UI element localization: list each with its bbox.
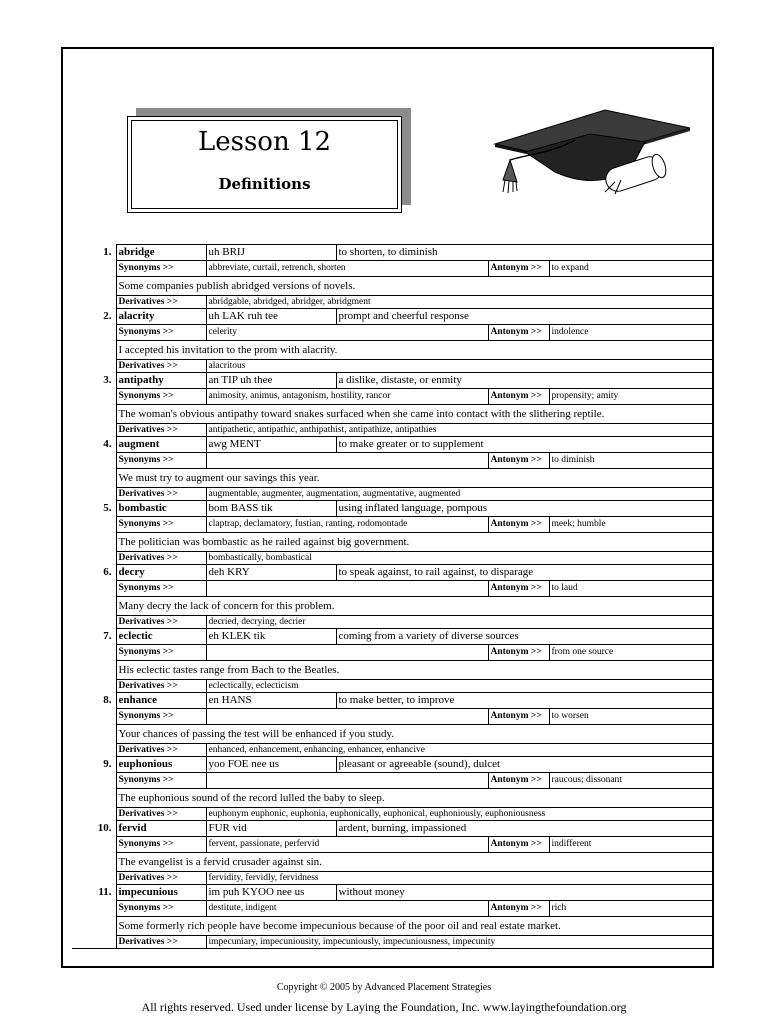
entry-sentence: We must try to augment our savings this year. — [116, 469, 714, 488]
entry-synonyms — [206, 773, 488, 789]
entry-antonym: raucous; dissonant — [549, 773, 714, 789]
entry-synonyms — [206, 645, 488, 661]
entry-word: fervid — [116, 821, 206, 837]
entry-derivatives-row — [72, 424, 714, 437]
entry-number: 1. — [103, 245, 112, 258]
antonym-label: Antonym >> — [488, 325, 549, 341]
entry-derivatives-row — [72, 360, 714, 373]
entry-sentence: The euphonious sound of the record lulled the baby to sleep. — [116, 789, 714, 808]
entry-synonym-row — [72, 645, 714, 661]
derivatives-label: Derivatives >> — [116, 616, 206, 629]
entry-definition: using inflated language, pompous — [336, 501, 714, 517]
entry-synonym-row — [72, 389, 714, 405]
entry-synonyms: claptrap, declamatory, fustian, ranting, rodomontade — [206, 517, 488, 533]
entry-sentence-row — [72, 469, 714, 488]
entry-pronunciation: bom BASS tik — [206, 501, 336, 517]
entry-word: bombastic — [116, 501, 206, 517]
derivatives-label: Derivatives >> — [116, 360, 206, 373]
entry-definition: a dislike, distaste, or enmity — [336, 373, 714, 389]
vocabulary-table — [72, 244, 714, 949]
entry-word-row — [72, 693, 714, 709]
antonym-label: Antonym >> — [488, 453, 549, 469]
entry-definition: prompt and cheerful response — [336, 309, 714, 325]
entry-number: 9. — [103, 757, 112, 770]
entry-sentence: Many decry the lack of concern for this problem. — [116, 597, 714, 616]
entry-definition: to shorten, to diminish — [336, 245, 714, 261]
entry-number: 7. — [103, 629, 112, 642]
entry-definition: to make better, to improve — [336, 693, 714, 709]
entry-word: decry — [116, 565, 206, 581]
entry-synonyms: fervent, passionate, perfervid — [206, 837, 488, 853]
entry-derivatives-row — [72, 744, 714, 757]
antonym-label: Antonym >> — [488, 389, 549, 405]
entry-pronunciation: awg MENT — [206, 437, 336, 453]
lesson-subtitle: Definitions — [218, 175, 311, 193]
antonym-label: Antonym >> — [488, 261, 549, 277]
synonyms-label: Synonyms >> — [116, 517, 206, 533]
entry-number: 10. — [97, 821, 112, 834]
synonyms-label: Synonyms >> — [116, 645, 206, 661]
entry-synonym-row — [72, 581, 714, 597]
entry-antonym: to expand — [549, 261, 714, 277]
entry-pronunciation: eh KLEK tik — [206, 629, 336, 645]
entry-derivatives: alacritous — [206, 360, 714, 373]
entry-derivatives: bombastically, bombastical — [206, 552, 714, 565]
entry-pronunciation: yoo FOE nee us — [206, 757, 336, 773]
entry-synonyms — [206, 453, 488, 469]
entry-synonym-row — [72, 773, 714, 789]
entry-antonym: to diminish — [549, 453, 714, 469]
entry-number: 6. — [103, 565, 112, 578]
entry-word-row — [72, 821, 714, 837]
entry-derivatives-row — [72, 936, 714, 949]
entry-synonym-row — [72, 901, 714, 917]
antonym-label: Antonym >> — [488, 773, 549, 789]
entry-synonym-row — [72, 325, 714, 341]
entry-sentence: The woman's obvious antipathy toward snakes surfaced when she came into contact with the slithering reptile. — [116, 405, 714, 424]
entry-sentence-row — [72, 533, 714, 552]
entry-word: alacrity — [116, 309, 206, 325]
entry-word: eclectic — [116, 629, 206, 645]
entry-synonym-row — [72, 837, 714, 853]
synonyms-label: Synonyms >> — [116, 325, 206, 341]
entry-word: abridge — [116, 245, 206, 261]
antonym-label: Antonym >> — [488, 901, 549, 917]
derivatives-label: Derivatives >> — [116, 744, 206, 757]
derivatives-label: Derivatives >> — [116, 424, 206, 437]
antonym-label: Antonym >> — [488, 645, 549, 661]
entry-sentence: Some formerly rich people have become impecunious because of the poor oil and real estate market. — [116, 917, 714, 936]
lesson-title: Lesson 12 — [197, 127, 332, 157]
entry-pronunciation: im puh KYOO nee us — [206, 885, 336, 901]
entry-sentence: Some companies publish abridged versions of novels. — [116, 277, 714, 296]
synonyms-label: Synonyms >> — [116, 709, 206, 725]
entry-synonyms — [206, 709, 488, 725]
synonyms-label: Synonyms >> — [116, 837, 206, 853]
entry-derivatives: augmentable, augmenter, augmentation, augmentative, augmented — [206, 488, 714, 501]
entry-pronunciation: uh BRIJ — [206, 245, 336, 261]
entry-word-row — [72, 629, 714, 645]
graduation-cap-icon — [455, 100, 700, 200]
entry-sentence-row — [72, 597, 714, 616]
entry-definition: ardent, burning, impassioned — [336, 821, 714, 837]
entry-antonym: indifferent — [549, 837, 714, 853]
entry-sentence-row — [72, 917, 714, 936]
entry-derivatives: fervidity, fervidly, fervidness — [206, 872, 714, 885]
entry-word-row — [72, 757, 714, 773]
entry-definition: without money — [336, 885, 714, 901]
antonym-label: Antonym >> — [488, 837, 549, 853]
entry-derivatives-row — [72, 808, 714, 821]
entry-derivatives: eclectically, eclecticism — [206, 680, 714, 693]
entry-word-row — [72, 309, 714, 325]
entry-derivatives-row — [72, 616, 714, 629]
derivatives-label: Derivatives >> — [116, 488, 206, 501]
entry-synonym-row — [72, 261, 714, 277]
entry-sentence-row — [72, 277, 714, 296]
entry-word-row — [72, 501, 714, 517]
entry-number: 4. — [103, 437, 112, 450]
derivatives-label: Derivatives >> — [116, 808, 206, 821]
title-box — [127, 116, 402, 213]
entry-sentence: The evangelist is a fervid crusader against sin. — [116, 853, 714, 872]
entry-derivatives: decried, decrying, decrier — [206, 616, 714, 629]
copyright-line: Copyright © 2005 by Advanced Placement Strategies — [276, 982, 492, 993]
synonyms-label: Synonyms >> — [116, 901, 206, 917]
entry-derivatives-row — [72, 488, 714, 501]
entry-antonym: to laud — [549, 581, 714, 597]
entry-antonym: propensity; amity — [549, 389, 714, 405]
entry-number: 8. — [103, 693, 112, 706]
derivatives-label: Derivatives >> — [116, 872, 206, 885]
entry-word: euphonious — [116, 757, 206, 773]
entry-synonyms — [206, 581, 488, 597]
entry-sentence: The politician was bombastic as he railed against big government. — [116, 533, 714, 552]
entry-sentence-row — [72, 341, 714, 360]
entry-synonym-row — [72, 709, 714, 725]
entry-number: 3. — [103, 373, 112, 386]
entry-pronunciation: en HANS — [206, 693, 336, 709]
antonym-label: Antonym >> — [488, 581, 549, 597]
entry-antonym: indolence — [549, 325, 714, 341]
entry-antonym: meek; humble — [549, 517, 714, 533]
entry-derivatives-row — [72, 296, 714, 309]
derivatives-label: Derivatives >> — [116, 296, 206, 309]
entry-derivatives: antipathetic, antipathic, anthipathist, antipathize, antipathies — [206, 424, 714, 437]
entry-sentence: His eclectic tastes range from Bach to the Beatles. — [116, 661, 714, 680]
derivatives-label: Derivatives >> — [116, 936, 206, 949]
entry-definition: pleasant or agreeable (sound), dulcet — [336, 757, 714, 773]
entry-word-row — [72, 565, 714, 581]
entry-definition: coming from a variety of diverse sources — [336, 629, 714, 645]
entry-sentence-row — [72, 853, 714, 872]
entry-word-row — [72, 437, 714, 453]
entry-word-row — [72, 885, 714, 901]
entry-derivatives: euphonym euphonic, euphonia, euphonically, euphonical, euphoniously, euphoniousness — [206, 808, 714, 821]
entry-synonyms: destitute, indigent — [206, 901, 488, 917]
entry-sentence: Your chances of passing the test will be enhanced if you study. — [116, 725, 714, 744]
entry-synonym-row — [72, 453, 714, 469]
entry-sentence-row — [72, 661, 714, 680]
entry-sentence-row — [72, 405, 714, 424]
entry-pronunciation: an TIP uh thee — [206, 373, 336, 389]
entry-antonym: to worsen — [549, 709, 714, 725]
entry-word: enhance — [116, 693, 206, 709]
entry-word: impecunious — [116, 885, 206, 901]
entry-word-row — [72, 245, 714, 261]
entry-pronunciation: uh LAK ruh tee — [206, 309, 336, 325]
synonyms-label: Synonyms >> — [116, 261, 206, 277]
entry-word: antipathy — [116, 373, 206, 389]
synonyms-label: Synonyms >> — [116, 389, 206, 405]
rights-line: All rights reserved. Used under license by Laying the Foundation, Inc. www.layingthefoundation.org — [141, 1000, 627, 1014]
entry-synonyms: animosity, animus, antagonism, hostility, rancor — [206, 389, 488, 405]
derivatives-label: Derivatives >> — [116, 552, 206, 565]
entry-synonym-row — [72, 517, 714, 533]
entry-definition: to speak against, to rail against, to disparage — [336, 565, 714, 581]
antonym-label: Antonym >> — [488, 517, 549, 533]
entry-derivatives-row — [72, 552, 714, 565]
entry-antonym: rich — [549, 901, 714, 917]
entry-number: 11. — [72, 885, 116, 949]
synonyms-label: Synonyms >> — [116, 581, 206, 597]
entry-derivatives: abridgable, abridged, abridger, abridgment — [206, 296, 714, 309]
entry-sentence: I accepted his invitation to the prom with alacrity. — [116, 341, 714, 360]
entry-sentence-row — [72, 789, 714, 808]
derivatives-label: Derivatives >> — [116, 680, 206, 693]
entry-derivatives: impecuniary, impecuniousity, impecuniously, impecuniousness, impecunity — [206, 936, 714, 949]
entry-antonym: from one source — [549, 645, 714, 661]
entry-definition: to make greater or to supplement — [336, 437, 714, 453]
synonyms-label: Synonyms >> — [116, 453, 206, 469]
synonyms-label: Synonyms >> — [116, 773, 206, 789]
antonym-label: Antonym >> — [488, 709, 549, 725]
entry-synonyms: abbreviate, curtail, retrench, shorten — [206, 261, 488, 277]
entry-pronunciation: FUR vid — [206, 821, 336, 837]
entry-word: augment — [116, 437, 206, 453]
entry-synonyms: celerity — [206, 325, 488, 341]
entry-pronunciation: deh KRY — [206, 565, 336, 581]
entry-derivatives-row — [72, 680, 714, 693]
entry-word-row — [72, 373, 714, 389]
entry-derivatives-row — [72, 872, 714, 885]
entry-derivatives: enhanced, enhancement, enhancing, enhancer, enhancive — [206, 744, 714, 757]
entry-sentence-row — [72, 725, 714, 744]
entry-number: 2. — [103, 309, 112, 322]
entry-number: 5. — [103, 501, 112, 514]
